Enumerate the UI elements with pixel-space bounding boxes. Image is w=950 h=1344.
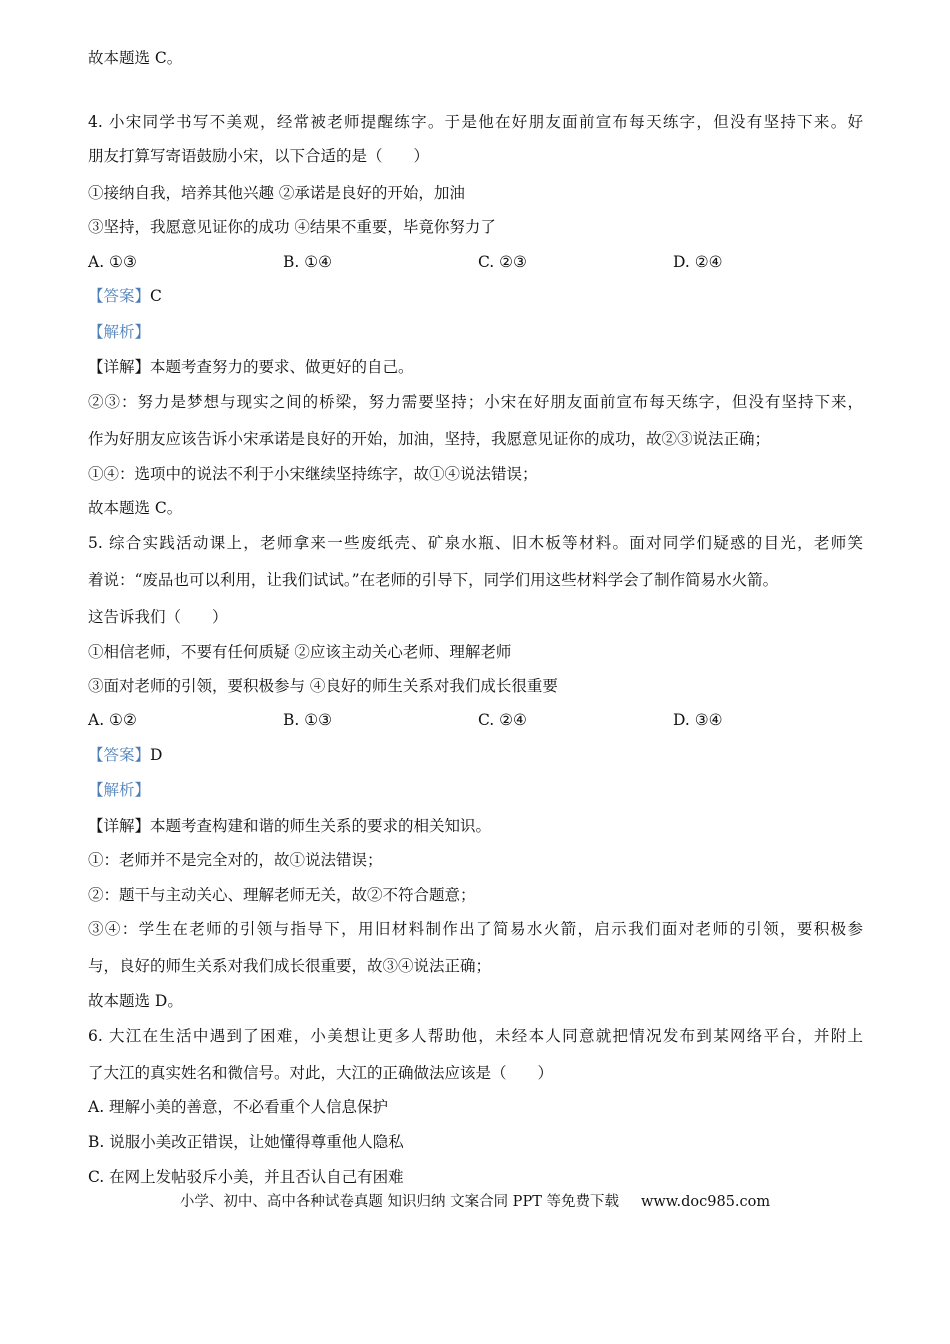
option-a: A. ①② (88, 711, 137, 729)
option-b: B. ①③ (283, 711, 333, 729)
question-4-stem: 4. 小宋同学书写不美观，经常被老师提醒练字。于是他在好朋友面前宣布每天练字，但没有坚持下来。好 (88, 113, 863, 131)
detail-line: 【详解】本题考查努力的要求、做更好的自己。 (88, 358, 414, 376)
option-a: A. 理解小美的善意，不必看重个人信息保护 (88, 1098, 389, 1116)
footer-text: 小学、初中、高中各种试卷真题 知识归纳 文案合同 PPT 等免费下载 (179, 1194, 619, 1210)
answer-value: C (150, 287, 162, 305)
question-6-stem-cont: 了大江的真实姓名和微信号。对此，大江的正确做法应该是（ ） (88, 1064, 554, 1082)
analysis-tag: 【解析】 (88, 781, 151, 799)
option-b: B. ①④ (283, 253, 333, 271)
detail-line: 【详解】本题考查构建和谐的师生关系的要求的相关知识。 (88, 817, 492, 835)
question-5-answer (88, 745, 162, 765)
question-4-statement-2: ③坚持，我愿意见证你的成功 ④结果不重要，毕竟你努力了 (88, 218, 496, 236)
answer-tag: 【答案】 (88, 746, 151, 764)
footer-url: www.doc985.com (640, 1194, 771, 1210)
answer-tag: 【答案】 (88, 287, 151, 305)
detail-line: ②：题干与主动关心、理解老师无关，故②不符合题意； (88, 886, 476, 904)
question-4-options (88, 252, 723, 272)
page-footer (0, 1192, 950, 1212)
analysis-tag: 【解析】 (88, 323, 151, 341)
option-b: B. 说服小美改正错误，让她懂得尊重他人隐私 (88, 1133, 404, 1151)
text-line: 故本题选 C。 (88, 49, 183, 67)
option-c: C. 在网上发帖驳斥小美，并且否认自己有困难 (88, 1168, 404, 1186)
question-6-stem: 6. 大江在生活中遇到了困难，小美想让更多人帮助他，未经本人同意就把情况发布到某网络平台，并附上 (88, 1027, 863, 1045)
detail-line: ①：老师并不是完全对的，故①说法错误； (88, 851, 383, 869)
question-4-answer (88, 286, 162, 306)
detail-line: 作为好朋友应该告诉小宋承诺是良好的开始，加油，坚持，我愿意见证你的成功，故②③说法正确； (88, 430, 771, 448)
detail-line: 与，良好的师生关系对我们成长很重要，故③④说法正确； (88, 957, 492, 975)
question-5-statement-1: ①相信老师，不要有任何质疑 ②应该主动关心老师、理解老师 (88, 643, 512, 661)
detail-line: ①④：选项中的说法不利于小宋继续坚持练字，故①④说法错误； (88, 465, 538, 483)
option-d: D. ③④ (673, 711, 723, 729)
question-5-stem-cont: 这告诉我们（ ） (88, 608, 228, 626)
option-c: C. ②④ (478, 711, 527, 729)
conclusion-line: 故本题选 C。 (88, 499, 183, 517)
question-5-stem-cont: 着说：“废品也可以利用，让我们试试。”在老师的引导下，同学们用这些材料学会了制作简易水火箭。 (88, 571, 779, 589)
answer-value: D (150, 746, 163, 764)
question-4-statement-1: ①接纳自我，培养其他兴趣 ②承诺是良好的开始，加油 (88, 184, 465, 202)
option-c: C. ②③ (478, 253, 527, 271)
conclusion-line: 故本题选 D。 (88, 992, 183, 1010)
question-4-stem-cont: 朋友打算写寄语鼓励小宋，以下合适的是（ ） (88, 147, 430, 165)
option-d: D. ②④ (673, 253, 723, 271)
question-5-stem: 5. 综合实践活动课上，老师拿来一些废纸壳、矿泉水瓶、旧木板等材料。面对同学们疑惑的目光，老师笑 (88, 534, 863, 552)
question-5-statement-2: ③面对老师的引领，要积极参与 ④良好的师生关系对我们成长很重要 (88, 677, 558, 695)
detail-line: ③④：学生在老师的引领与指导下，用旧材料制作出了简易水火箭，启示我们面对老师的引领，要积极参 (88, 920, 863, 938)
question-5-options (88, 710, 723, 730)
detail-line: ②③：努力是梦想与现实之间的桥梁，努力需要坚持；小宋在好朋友面前宣布每天练字，但没有坚持下来， (88, 393, 863, 411)
option-a: A. ①③ (88, 253, 137, 271)
